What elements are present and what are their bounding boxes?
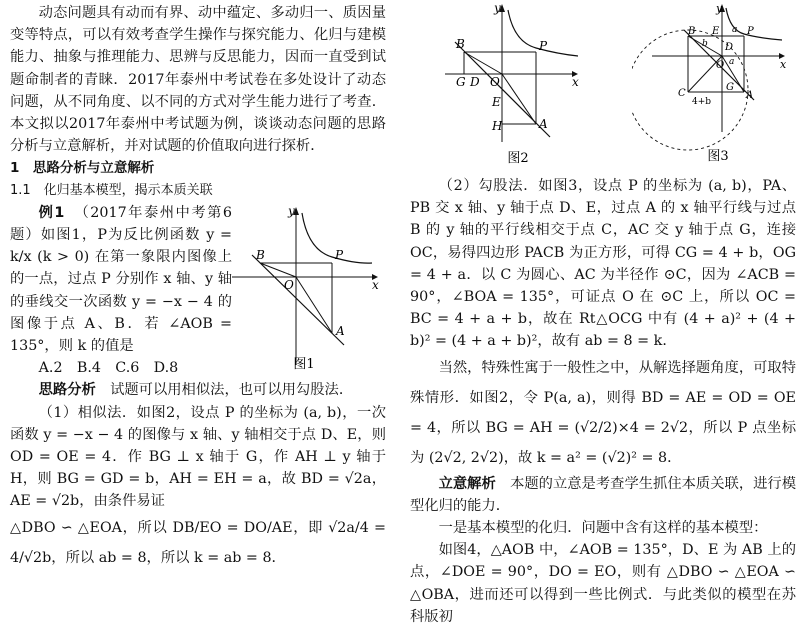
svg-text:P: P <box>539 39 548 53</box>
method1-tail: △DBO ∽ △EOA，所以 DB/EO = DO/AE，即 √2a/4 = 4/√2b，所以 ab = 8，所以 k = ab = 8． <box>10 519 386 566</box>
section-heading: 1 思路分析与立意解析 <box>10 160 155 177</box>
figure-3 <box>632 2 792 168</box>
options-line: A.2 B.4 C.6 D.8 <box>38 360 179 377</box>
example-label: 例1 <box>38 204 65 221</box>
fig3-caption: 图3 <box>707 149 729 164</box>
intent-paragraph <box>410 473 796 517</box>
right-column <box>410 175 796 628</box>
fig2-caption: 图2 <box>507 151 529 166</box>
analysis-text: 试题可以用相似法，也可以用勾股法． <box>110 382 354 399</box>
intent-label: 立意解析 <box>438 475 496 492</box>
analysis-label: 思路分析 <box>38 382 96 399</box>
svg-text:B: B <box>456 37 465 51</box>
svg-text:C: C <box>678 88 686 99</box>
svg-text:a: a <box>732 25 738 35</box>
special-paragraph: 当然，特殊性寓于一般性之中，从解选择题角度，可取特殊情形．如图2，令 P(a, a)，则得 BD = AE = OD = OE = 4，所以 BG = AH = (√2/2)×4 = 2√2，所以 P 点坐标为 (2√2, 2√2)，故 k = a² = (√2)² = 8． <box>410 359 797 466</box>
model-paragraph: 如图4，△AOB 中，∠AOB = 135°，D、E 为 AB 上的点，∠DOE = 90°，DO = EO，则有 △DBO ∽ △EOA ∽ △OBA，进而还可以得到一些比例式．与此类似的模型在苏科版初 <box>410 542 796 625</box>
svg-text:P: P <box>747 26 754 37</box>
analysis-paragraph <box>10 379 386 401</box>
svg-text:4+b: 4+b <box>692 97 712 107</box>
svg-text:A: A <box>539 117 548 131</box>
svg-text:y: y <box>494 2 501 15</box>
svg-text:D: D <box>725 42 734 53</box>
figure-2 <box>440 2 590 168</box>
svg-text:B: B <box>688 26 696 37</box>
svg-text:B: B <box>256 248 265 262</box>
svg-text:A: A <box>746 90 754 101</box>
svg-text:E: E <box>492 95 501 109</box>
svg-text:E: E <box>712 26 720 37</box>
model-intro: 一是基本模型的化归．问题中含有这样的基本模型： <box>438 520 768 537</box>
svg-text:b: b <box>702 39 708 49</box>
fig1-caption: 图1 <box>293 357 315 372</box>
svg-text:G: G <box>726 82 734 93</box>
method1-paragraph: （1）相似法．如图2，设点 P 的坐标为 (a, b)，一次函数 y = −x − 4 的图像与 x 轴、y 轴相交于点 D、E，则 OD = OE = 4．作 BG ⊥ x 轴于 G，作 AH ⊥ y 轴于 H，则 BG = GD = b，AH = EH = a，故 BD = √2a，AE = √2b，由条件易证 <box>10 404 386 510</box>
svg-text:P: P <box>335 248 344 262</box>
svg-text:x: x <box>780 58 787 71</box>
subsection-heading: 1.1 化归基本模型，揭示本质关联 <box>10 182 213 198</box>
svg-text:y: y <box>288 205 295 218</box>
svg-text:A: A <box>336 324 345 338</box>
method2-paragraph: （2）勾股法．如图3，设点 P 的坐标为 (a, b)，PA、PB 交 x 轴、y 轴于点 D、E，过点 A 的 x 轴平行线与过点 B 的 y 轴的平行线相交于点 C，AC 交 y 轴于点 G，连接 OC，易得四边形 PACB 为正方形，可得 CG = 4 + b，OG = 4 + a．以 C 为圆心、AC 为半径作 ⊙C，因为 ∠ACB = 90°，∠BOA = 135°，可证点 O 在 ⊙C 上，所以 OC = BC = 4 + a + b，故在 Rt△OCG 中有 (4 + a)² + (4 + b)² = (4 + a + b)²，故有 ab = 8 = k． <box>410 178 796 350</box>
svg-text:x: x <box>372 278 379 292</box>
example-text: （2017年泰州中考第6题）如图1，P为反比例函数 y = k/x (k > 0) 在第一象限内图像上的一点，过点 P 分别作 x 轴、y 轴的垂线交一次函数 y = −x − 4 的图像于点 A、B．若 ∠AOB = 135°，则 k 的值是 <box>10 204 233 355</box>
svg-text:D: D <box>470 75 480 89</box>
svg-text:O: O <box>716 60 725 71</box>
svg-text:H: H <box>492 119 503 133</box>
example-paragraph <box>10 202 232 357</box>
intent-text: 本题的立意是考查学生抓住本质关联，进行模型化归的能力． <box>410 475 797 514</box>
intro-paragraph: 动态问题具有动而有界、动中蕴定、多动归一、质因量变等特点，可以有效考查学生操作与探究能力、化归与建模能力、抽象与推理能力、思辨与反思能力，因而一直受到试题命制者的青睐．2017年泰州中考试卷在多处设计了动态问题，从不同角度、以不同的方式对学生能力进行了考查．本文拟以2017年泰州中考试题为例，谈谈动态问题的思路分析与立意解析，并对试题的价值取向进行探析． <box>10 5 386 155</box>
svg-text:G: G <box>456 75 466 89</box>
svg-text:a: a <box>729 57 735 67</box>
svg-text:y: y <box>716 2 723 15</box>
svg-text:O: O <box>490 75 500 89</box>
figure-1 <box>232 205 382 375</box>
svg-text:O: O <box>284 278 294 292</box>
svg-text:x: x <box>572 75 579 89</box>
